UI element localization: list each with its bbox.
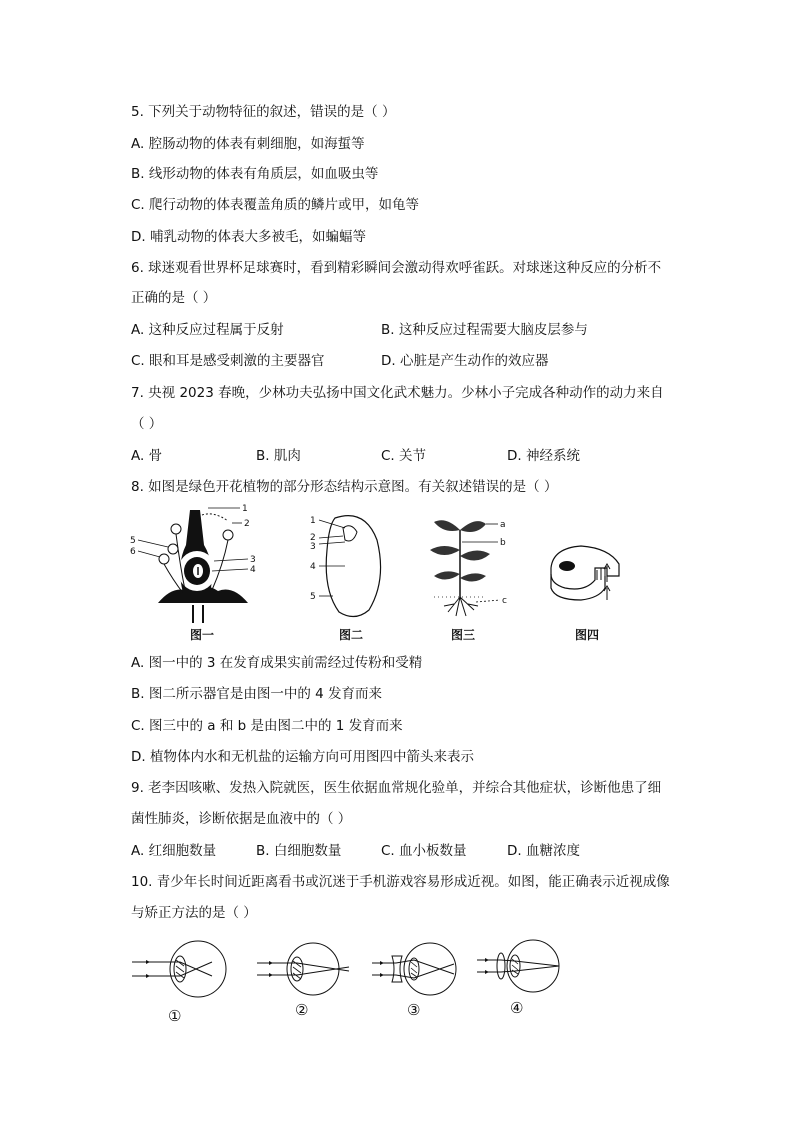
- figure-3-seedling: [420, 512, 520, 622]
- ray-arrows: [146, 960, 150, 978]
- figure-4-caption: 图四: [575, 628, 600, 642]
- leader-1: [319, 520, 345, 528]
- fig3-label-b: b: [500, 538, 506, 548]
- leaf-mid-left: [430, 546, 460, 555]
- q9-option-c[interactable]: C. 血小板数量: [381, 843, 467, 859]
- stem-section-diagram: [545, 540, 625, 610]
- fig3-label-c: c: [502, 596, 507, 606]
- q8-stem: 8. 如图是绿色开花植物的部分形态结构示意图。有关叙述错误的是（ ）: [131, 479, 558, 495]
- concave-lens: [392, 956, 402, 982]
- fig2-label-1: 1: [310, 516, 316, 526]
- receptacle-stem: [193, 605, 203, 623]
- leader-3: [319, 542, 345, 544]
- q7-option-a[interactable]: A. 骨: [131, 448, 163, 464]
- eye-diagram-1: [130, 938, 230, 1000]
- eye-label-2: ②: [295, 1001, 309, 1019]
- q8-option-d[interactable]: D. 植物体内水和无机盐的运输方向可用图四中箭头来表示: [131, 749, 474, 765]
- embryo: [343, 526, 357, 541]
- q8-option-b[interactable]: B. 图二所示器官是由图一中的 4 发育而来: [131, 686, 383, 702]
- pith-mark: [559, 561, 575, 571]
- q10-stem-line1: 10. 青少年长时间近距离看书或沉迷于手机游戏容易形成近视。如图，能正确表示近视成像: [131, 874, 670, 890]
- fig2-label-3: 3: [310, 542, 316, 552]
- leader-6: [138, 551, 160, 557]
- q10-stem-line2: 与矫正方法的是（ ）: [131, 905, 257, 921]
- q6-stem-line2: 正确的是（ ）: [131, 290, 217, 306]
- figure-4-stem-section: [545, 540, 625, 610]
- q6-option-d[interactable]: D. 心脏是产生动作的效应器: [381, 353, 549, 369]
- fig3-label-a: a: [500, 520, 506, 530]
- q7-stem-line2: （ ）: [131, 416, 163, 432]
- fig1-label-5: 5: [130, 536, 136, 546]
- fig1-label-1: 1: [242, 504, 248, 514]
- q9-option-b[interactable]: B. 白细胞数量: [256, 843, 342, 859]
- fig1-label-6: 6: [130, 547, 136, 557]
- fig2-label-2: 2: [310, 533, 316, 543]
- leader-3: [214, 559, 248, 561]
- q8-option-c[interactable]: C. 图三中的 a 和 b 是由图二中的 1 发育而来: [131, 718, 403, 734]
- eye-diagram-3: [370, 938, 465, 1000]
- q7-option-b[interactable]: B. 肌肉: [256, 448, 301, 464]
- figure-3-caption: 图三: [451, 628, 476, 642]
- q7-option-d[interactable]: D. 神经系统: [507, 448, 580, 464]
- anther-left-low: [159, 554, 169, 564]
- leaf-low-left: [434, 571, 460, 579]
- fig1-label-4: 4: [250, 565, 256, 575]
- lens: [291, 957, 303, 981]
- roots: [444, 597, 478, 616]
- eye-3-svg: [370, 938, 465, 1000]
- leaf-top-right: [460, 521, 486, 532]
- q8-option-a[interactable]: A. 图一中的 3 在发育成果实前需经过传粉和受精: [131, 655, 423, 671]
- leader-4: [212, 569, 248, 571]
- figure-1-caption: 图一: [190, 628, 215, 642]
- q7-option-c[interactable]: C. 关节: [381, 448, 427, 464]
- q5-option-c[interactable]: C. 爬行动物的体表覆盖角质的鳞片或甲，如龟等: [131, 197, 420, 213]
- q9-stem-line1: 9. 老李因咳嗽、发热入院就医，医生依据血常规化验单，并综合其他症状，诊断他患了细: [131, 780, 662, 796]
- q6-option-b[interactable]: B. 这种反应过程需要大脑皮层参与: [381, 322, 588, 338]
- eye-1-svg: [130, 938, 230, 1000]
- convex-lens: [497, 953, 505, 979]
- leader-5: [138, 540, 168, 547]
- vessel-lines: [597, 568, 605, 580]
- figure-2-caption: 图二: [339, 628, 364, 642]
- seedling-diagram: [420, 512, 520, 622]
- fig1-label-2: 2: [244, 519, 250, 529]
- figure-1-flower: [128, 505, 278, 625]
- leaf-low-right: [460, 573, 486, 581]
- leader-c: [476, 600, 500, 602]
- anther-left: [168, 544, 178, 554]
- q5-option-a[interactable]: A. 腔肠动物的体表有刺细胞，如海蜇等: [131, 136, 365, 152]
- lens: [510, 955, 520, 977]
- anther-left-top: [171, 524, 181, 534]
- q6-option-c[interactable]: C. 眼和耳是感受刺激的主要器官: [131, 353, 325, 369]
- leader-2: [319, 536, 343, 538]
- eye-label-1: ①: [168, 1007, 182, 1025]
- q9-option-a[interactable]: A. 红细胞数量: [131, 843, 217, 859]
- light-rays: [132, 962, 212, 976]
- eye-diagram-2: [255, 938, 355, 1000]
- q5-option-d[interactable]: D. 哺乳动物的体表大多被毛，如蝙蝠等: [131, 229, 366, 245]
- pollen-dots: [202, 514, 228, 521]
- q5-stem: 5. 下列关于动物特征的叙述，错误的是（ ）: [131, 104, 396, 120]
- eye-label-4: ④: [510, 999, 524, 1017]
- q9-stem-line2: 菌性肺炎，诊断依据是血液中的（ ）: [131, 811, 352, 827]
- flower-diagram: [128, 505, 278, 625]
- figure-2-seed: [305, 510, 395, 622]
- fig2-label-5: 5: [310, 592, 316, 602]
- eye-2-svg: [255, 938, 355, 1000]
- q9-option-d[interactable]: D. 血糖浓度: [507, 843, 580, 859]
- leaf-top-left: [434, 520, 460, 531]
- q6-option-a[interactable]: A. 这种反应过程属于反射: [131, 322, 284, 338]
- q7-stem-line1: 7. 央视 2023 春晚，少林功夫弘扬中国文化武术魅力。少林小子完成各种动作的动力来自: [131, 385, 664, 401]
- eye-diagram-4: [475, 935, 570, 997]
- seed-diagram: [305, 510, 395, 622]
- leaf-mid-right: [460, 550, 490, 560]
- q6-stem-line1: 6. 球迷观看世界杯足球赛时，看到精彩瞬间会激动得欢呼雀跃。对球迷这种反应的分析不: [131, 260, 662, 276]
- anther-right: [223, 530, 233, 540]
- eye-4-svg: [475, 935, 570, 997]
- fig1-label-3: 3: [250, 555, 256, 565]
- eye-label-3: ③: [407, 1001, 421, 1019]
- q5-option-b[interactable]: B. 线形动物的体表有角质层，如血吸虫等: [131, 166, 379, 182]
- fig2-label-4: 4: [310, 562, 316, 572]
